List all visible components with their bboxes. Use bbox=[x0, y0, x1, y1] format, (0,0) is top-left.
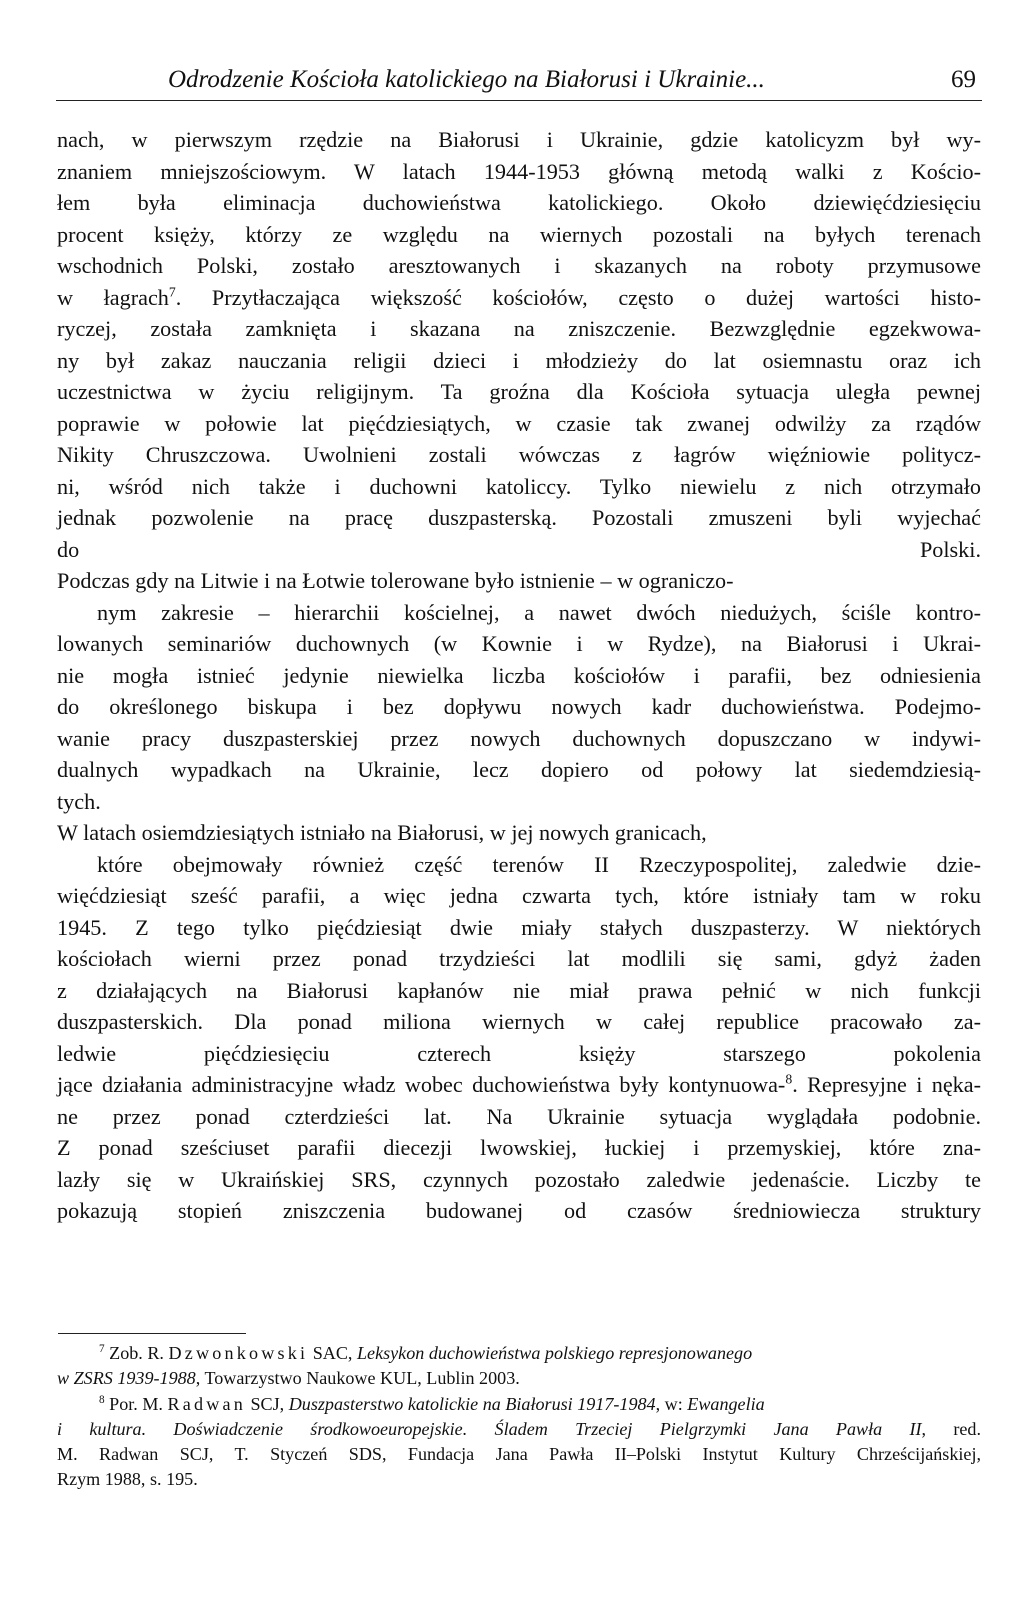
footnote-marker: 8 bbox=[99, 1393, 105, 1406]
footnote-text: SAC, bbox=[308, 1343, 357, 1363]
text-run: w łagrach bbox=[57, 284, 169, 310]
text-line: dualnych wypadkach na Ukrainie, lecz dopiero od połowy lat siedemdziesią- bbox=[57, 757, 981, 782]
text-line: jednak pozwolenie na pracę duszpasterską. Pozostali zmuszeni byli wyjechać bbox=[57, 505, 981, 530]
footnote-8 bbox=[57, 1392, 981, 1417]
text-line: Podczas gdy na Litwie i na Łotwie tolerowane było istnienie – w ograniczo- bbox=[57, 568, 734, 593]
footnote-text: SCJ, bbox=[245, 1393, 289, 1414]
running-header bbox=[56, 62, 982, 101]
text-run: . Przytłaczająca większość kościołów, często o dużej wartości histo- bbox=[175, 284, 981, 310]
text-line: do Polski. bbox=[57, 536, 981, 562]
book-title: i kultura. Doświadczenie środkowoeuropejskie. Śladem Trzeciej Pielgrzymki Jana Pawła II bbox=[57, 1418, 922, 1439]
text-line bbox=[57, 1069, 981, 1101]
author-name: Radwan bbox=[167, 1393, 246, 1414]
text-line: Z ponad sześciuset parafii diecezji lwowskiej, łuckiej i przemyskiej, które zna- bbox=[57, 1135, 981, 1160]
book-title: Ewangelia bbox=[687, 1393, 765, 1414]
footnote-ref-8: 8 bbox=[785, 1071, 793, 1087]
footnote-text: , Towarzystwo Naukowe KUL, Lublin 2003. bbox=[195, 1368, 520, 1389]
text-line: procent księży, którzy ze względu na wiernych pozostali na byłych terenach bbox=[57, 221, 981, 247]
text-run: jące działania administracyjne władz wobec duchowieństwa były kontynuowa- bbox=[57, 1072, 786, 1097]
paragraph-start: nym zakresie – hierarchii kościelnej, a nawet dwóch niedużych, ściśle kontro- bbox=[97, 599, 981, 625]
text-line: więćdziesiąt sześć parafii, a więc jedna czwarta tych, które istniały tam w roku bbox=[57, 883, 981, 908]
footnote-marker: 7 bbox=[99, 1342, 105, 1355]
text-line: kościołach wierni przez ponad trzydzieści lat modlili się sami, gdyż żaden bbox=[57, 946, 981, 971]
text-line: ledwie pięćdziesięciu czterech księży starszego pokolenia bbox=[57, 1040, 981, 1066]
footnote-text: Zob. R. bbox=[109, 1343, 169, 1363]
footnote-text: , red. bbox=[921, 1418, 981, 1439]
text-line bbox=[57, 1227, 981, 1259]
page-number: 69 bbox=[951, 66, 976, 93]
author-name: Dzwonkowski bbox=[168, 1343, 309, 1363]
book-title: w ZSRS 1939-1988 bbox=[57, 1368, 196, 1389]
text-line: nie mogła istnieć jedynie niewielka liczba kościołów i parafii, bez odniesienia bbox=[57, 662, 981, 688]
footnote-ref-7: 7 bbox=[168, 284, 176, 300]
text-line: wschodnich Polski, zostało aresztowanych i skazanych na roboty przymusowe bbox=[57, 253, 981, 278]
book-title: Leksykon duchowieństwa polskiego represjonowanego bbox=[356, 1343, 753, 1363]
text-line: lazły się w Ukraińskiej SRS, czynnych pozostało zaledwie jedenaście. Liczby te bbox=[57, 1166, 981, 1192]
footnote-text: Por. M. bbox=[109, 1393, 168, 1414]
text-line: W latach osiemdziesiątych istniało na Białorusi, w jej nowych granicach, bbox=[57, 820, 707, 845]
text-line: uczestnictwa w życiu religijnym. Ta groźna dla Kościoła sytuacja uległa pewnej bbox=[57, 379, 981, 404]
text-line: duszpasterskich. Dla ponad miliona wiernych w całej republice pracowało za- bbox=[57, 1009, 981, 1034]
text-line: łem była eliminacja duchowieństwa katolickiego. Około dziewięćdziesięciu bbox=[57, 190, 981, 215]
footnote-7-cont bbox=[57, 1366, 981, 1391]
footnotes bbox=[57, 1341, 981, 1493]
running-title: Odrodzenie Kościoła katolickiego na Białorusi i Ukrainie... bbox=[168, 66, 765, 93]
text-line: lowanych seminariów duchownych (w Kownie i w Rydze), na Białorusi i Ukrai- bbox=[57, 631, 981, 656]
footnote-separator bbox=[58, 1333, 246, 1334]
text-line: ny był zakaz nauczania religii dzieci i młodzieży do lat osiemnastu oraz ich bbox=[57, 347, 981, 373]
text-line: ni, wśród nich także i duchowni katoliccy. Tylko niewielu z nich otrzymało bbox=[57, 473, 981, 499]
text-line: wanie pracy duszpasterskiej przez nowych duchownych dopuszczano w indywi- bbox=[57, 725, 981, 751]
text-line: tych. bbox=[57, 788, 101, 814]
text-line: ryczej, została zamknięta i skazana na zniszczenie. Bezwzględnie egzekwowa- bbox=[57, 316, 981, 341]
text-line: pokazują stopień zniszczenia budowanej od czasów średniowiecza struktury bbox=[57, 1198, 981, 1223]
text-line bbox=[57, 282, 981, 314]
text-line: do określonego biskupa i bez dopływu nowych kadr duchowieństwa. Podejmo- bbox=[57, 694, 981, 719]
text-line: poprawie w połowie lat pięćdziesiątych, w czasie tak zwanej odwilży za rządów bbox=[57, 410, 981, 436]
footnote-8-cont: Rzym 1988, s. 195. bbox=[57, 1469, 198, 1490]
footnote-8-cont: M. Radwan SCJ, T. Styczeń SDS, Fundacja Jana Pawła II–Polski Instytut Kultury Chrześcijańskiej, bbox=[57, 1444, 981, 1465]
footnote-8-cont bbox=[57, 1417, 981, 1442]
text-line: ne przez ponad czterdzieści lat. Na Ukrainie sytuacja wyglądała podobnie. bbox=[57, 1103, 981, 1129]
main-text bbox=[57, 124, 981, 1258]
text-line: 1945. Z tego tylko pięćdziesiąt dwie miały stałych duszpasterzy. W niektórych bbox=[57, 914, 981, 940]
text-run: . Represyjne i nęka- bbox=[792, 1072, 982, 1097]
book-title: Duszpasterstwo katolickie na Białorusi 1917-1984 bbox=[288, 1393, 656, 1414]
text-line: nach, w pierwszym rzędzie na Białorusi i Ukrainie, gdzie katolicyzm był wy- bbox=[57, 127, 981, 152]
paragraph-start: które obejmowały również część terenów II Rzeczypospolitej, zaledwie dzie- bbox=[97, 851, 981, 877]
text-line: Nikity Chruszczowa. Uwolnieni zostali wówczas z łagrów więźniowie politycz- bbox=[57, 442, 981, 467]
text-line: znaniem mniejszościowym. W latach 1944-1953 główną metodą walki z Kościo- bbox=[57, 158, 981, 184]
footnote-text: , w: bbox=[655, 1393, 688, 1414]
text-line: z działających na Białorusi kapłanów nie miał prawa pełnić w nich funkcji bbox=[57, 977, 981, 1003]
footnote-7 bbox=[57, 1341, 981, 1366]
